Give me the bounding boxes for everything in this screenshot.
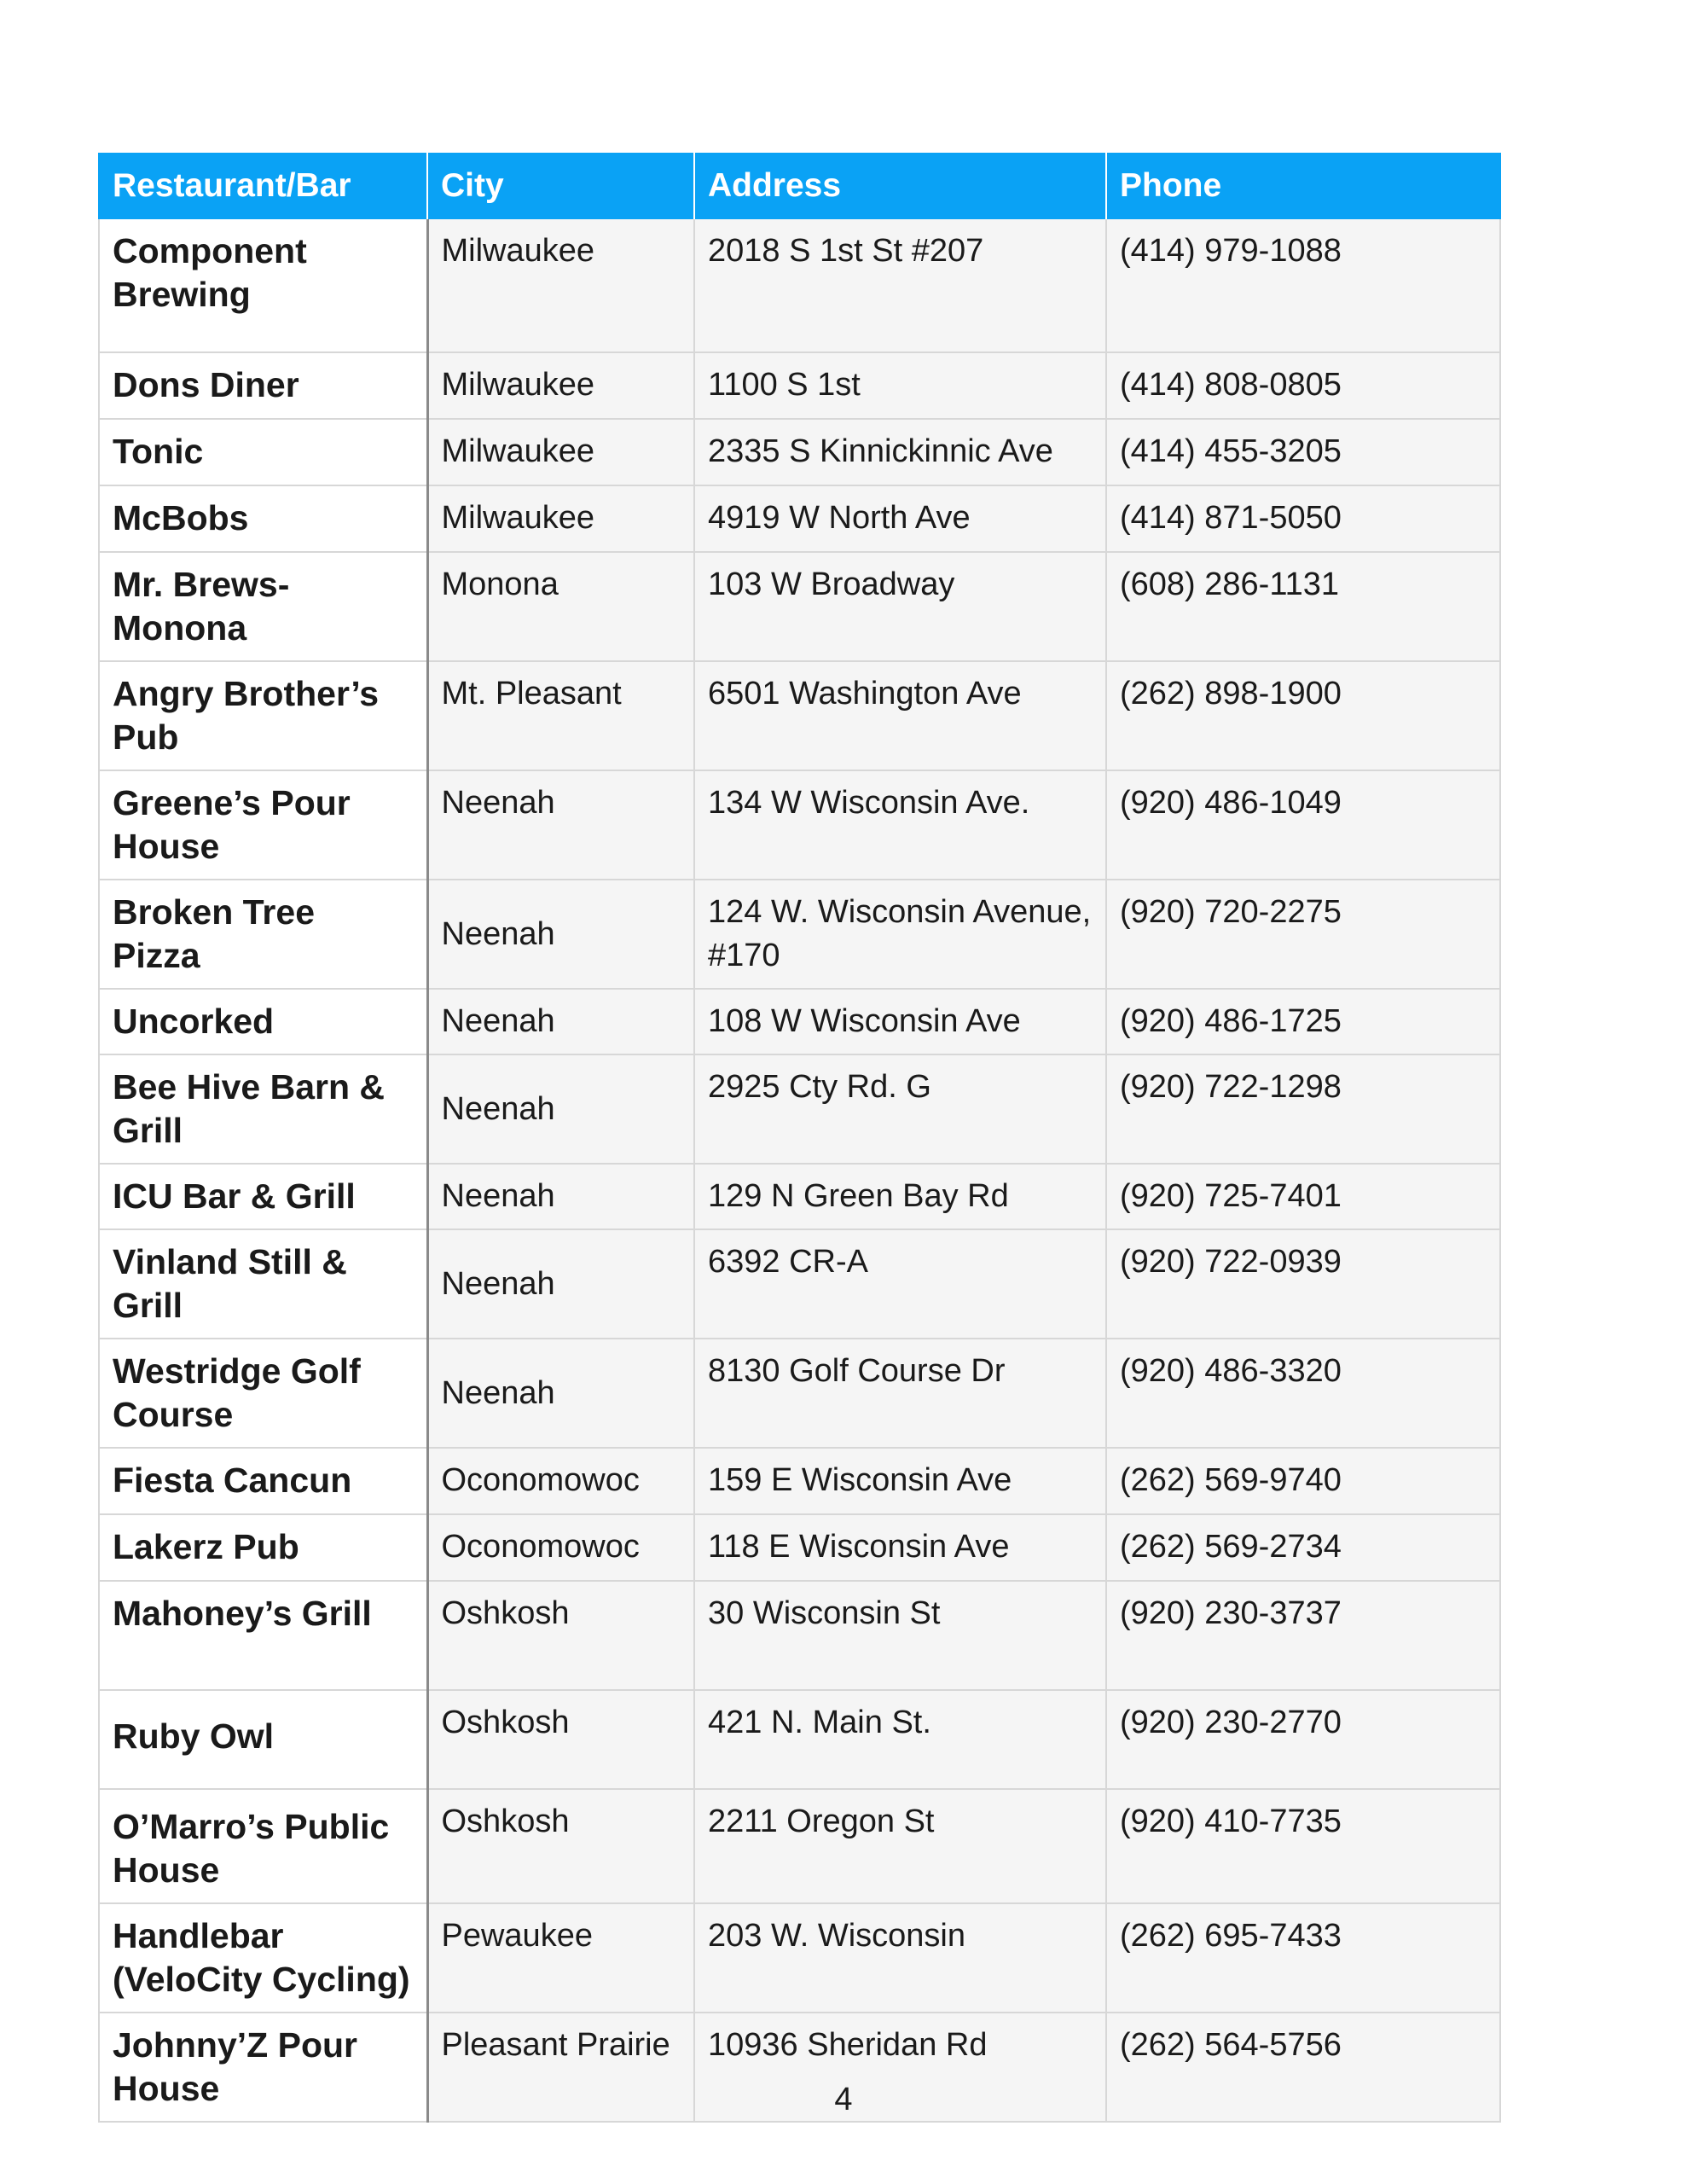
table-row: [99, 1514, 1500, 1581]
city-cell: Milwaukee: [427, 352, 694, 419]
restaurant-name: Fiesta Cancun: [99, 1448, 427, 1514]
address-cell: 2018 S 1st St #207: [694, 219, 1106, 352]
city-cell: Milwaukee: [427, 419, 694, 485]
phone-cell: (414) 979-1088: [1106, 219, 1500, 352]
phone-cell: (920) 720-2275: [1106, 880, 1500, 989]
phone-cell: (608) 286-1131: [1106, 552, 1500, 661]
table-row: [99, 989, 1500, 1054]
phone-cell: (262) 569-9740: [1106, 1448, 1500, 1514]
address-cell: 2925 Cty Rd. G: [694, 1054, 1106, 1164]
table-row: [99, 552, 1500, 661]
page-number: 4: [834, 2082, 853, 2117]
table-row: [99, 1903, 1500, 2013]
restaurant-name: Angry Brother’s Pub: [99, 661, 427, 770]
restaurant-name: Mr. Brews- Monona: [99, 552, 427, 661]
address-cell: 159 E Wisconsin Ave: [694, 1448, 1106, 1514]
restaurant-name: Component Brewing: [99, 219, 427, 352]
address-cell: 421 N. Main St.: [694, 1690, 1106, 1789]
restaurant-name: Bee Hive Barn & Grill: [99, 1054, 427, 1164]
city-cell: Neenah: [427, 880, 694, 989]
address-cell: 2335 S Kinnickinnic Ave: [694, 419, 1106, 485]
city-cell: Oshkosh: [427, 1581, 694, 1690]
table-row: [99, 770, 1500, 880]
address-cell: 129 N Green Bay Rd: [694, 1164, 1106, 1229]
table-header: [99, 153, 1500, 219]
phone-cell: (920) 230-2770: [1106, 1690, 1500, 1789]
header-address: Address: [694, 153, 1106, 219]
table-row: [99, 352, 1500, 419]
city-cell: Mt. Pleasant: [427, 661, 694, 770]
address-cell: 108 W Wisconsin Ave: [694, 989, 1106, 1054]
city-cell: Oshkosh: [427, 1690, 694, 1789]
address-cell: 124 W. Wisconsin Avenue, #170: [694, 880, 1106, 989]
phone-cell: (414) 871-5050: [1106, 485, 1500, 552]
table-row: [99, 1690, 1500, 1789]
header-phone: Phone: [1106, 153, 1500, 219]
restaurant-name: Ruby Owl: [99, 1690, 427, 1789]
city-cell: Neenah: [427, 1339, 694, 1448]
table-row: [99, 485, 1500, 552]
phone-cell: (920) 722-0939: [1106, 1229, 1500, 1339]
address-cell: 8130 Golf Course Dr: [694, 1339, 1106, 1448]
table-row: [99, 1339, 1500, 1448]
address-cell: 10936 Sheridan Rd: [694, 2013, 1106, 2122]
restaurant-name: Lakerz Pub: [99, 1514, 427, 1581]
phone-cell: (414) 808-0805: [1106, 352, 1500, 419]
restaurant-table-container: [98, 153, 1499, 2123]
city-cell: Milwaukee: [427, 485, 694, 552]
restaurant-name: ICU Bar & Grill: [99, 1164, 427, 1229]
table-row: [99, 1789, 1500, 1903]
restaurant-name: Handlebar (VeloCity Cycling): [99, 1903, 427, 2013]
phone-cell: (414) 455-3205: [1106, 419, 1500, 485]
restaurant-name: O’Marro’s Public House: [99, 1789, 427, 1903]
address-cell: 1100 S 1st: [694, 352, 1106, 419]
header-city: City: [427, 153, 694, 219]
city-cell: Pewaukee: [427, 1903, 694, 2013]
table-row: [99, 1229, 1500, 1339]
restaurant-name: Westridge Golf Course: [99, 1339, 427, 1448]
restaurant-name: Dons Diner: [99, 352, 427, 419]
table-row: [99, 419, 1500, 485]
table-row: [99, 1164, 1500, 1229]
restaurant-name: Johnny’Z Pour House: [99, 2013, 427, 2122]
city-cell: Neenah: [427, 770, 694, 880]
table-row: [99, 1054, 1500, 1164]
phone-cell: (920) 486-1049: [1106, 770, 1500, 880]
restaurant-name: McBobs: [99, 485, 427, 552]
city-cell: Neenah: [427, 1164, 694, 1229]
restaurant-name: Tonic: [99, 419, 427, 485]
address-cell: 134 W Wisconsin Ave.: [694, 770, 1106, 880]
restaurant-name: Vinland Still & Grill: [99, 1229, 427, 1339]
table-row: [99, 1448, 1500, 1514]
table-row: [99, 880, 1500, 989]
address-cell: 103 W Broadway: [694, 552, 1106, 661]
city-cell: Neenah: [427, 1054, 694, 1164]
phone-cell: (920) 722-1298: [1106, 1054, 1500, 1164]
city-cell: Oshkosh: [427, 1789, 694, 1903]
phone-cell: (262) 695-7433: [1106, 1903, 1500, 2013]
city-cell: Neenah: [427, 1229, 694, 1339]
phone-cell: (920) 486-3320: [1106, 1339, 1500, 1448]
phone-cell: (262) 569-2734: [1106, 1514, 1500, 1581]
restaurant-name: Broken Tree Pizza: [99, 880, 427, 989]
address-cell: 203 W. Wisconsin: [694, 1903, 1106, 2013]
table-body: [99, 219, 1500, 2122]
restaurant-table: [98, 153, 1501, 2123]
city-cell: Neenah: [427, 989, 694, 1054]
phone-cell: (920) 410-7735: [1106, 1789, 1500, 1903]
address-cell: 30 Wisconsin St: [694, 1581, 1106, 1690]
city-cell: Oconomowoc: [427, 1448, 694, 1514]
city-cell: Oconomowoc: [427, 1514, 694, 1581]
phone-cell: (920) 725-7401: [1106, 1164, 1500, 1229]
header-row: [99, 153, 1500, 219]
address-cell: 4919 W North Ave: [694, 485, 1106, 552]
restaurant-name: Mahoney’s Grill: [99, 1581, 427, 1690]
phone-cell: (262) 898-1900: [1106, 661, 1500, 770]
address-cell: 2211 Oregon St: [694, 1789, 1106, 1903]
address-cell: 6392 CR-A: [694, 1229, 1106, 1339]
table-row: [99, 1581, 1500, 1690]
city-cell: Milwaukee: [427, 219, 694, 352]
phone-cell: (920) 486-1725: [1106, 989, 1500, 1054]
table-row: [99, 661, 1500, 770]
header-restaurant: Restaurant/Bar: [99, 153, 427, 219]
restaurant-name: Uncorked: [99, 989, 427, 1054]
city-cell: Pleasant Prairie: [427, 2013, 694, 2122]
address-cell: 118 E Wisconsin Ave: [694, 1514, 1106, 1581]
table-row: [99, 219, 1500, 352]
address-cell: 6501 Washington Ave: [694, 661, 1106, 770]
phone-cell: (262) 564-5756: [1106, 2013, 1500, 2122]
city-cell: Monona: [427, 552, 694, 661]
phone-cell: (920) 230-3737: [1106, 1581, 1500, 1690]
restaurant-name: Greene’s Pour House: [99, 770, 427, 880]
